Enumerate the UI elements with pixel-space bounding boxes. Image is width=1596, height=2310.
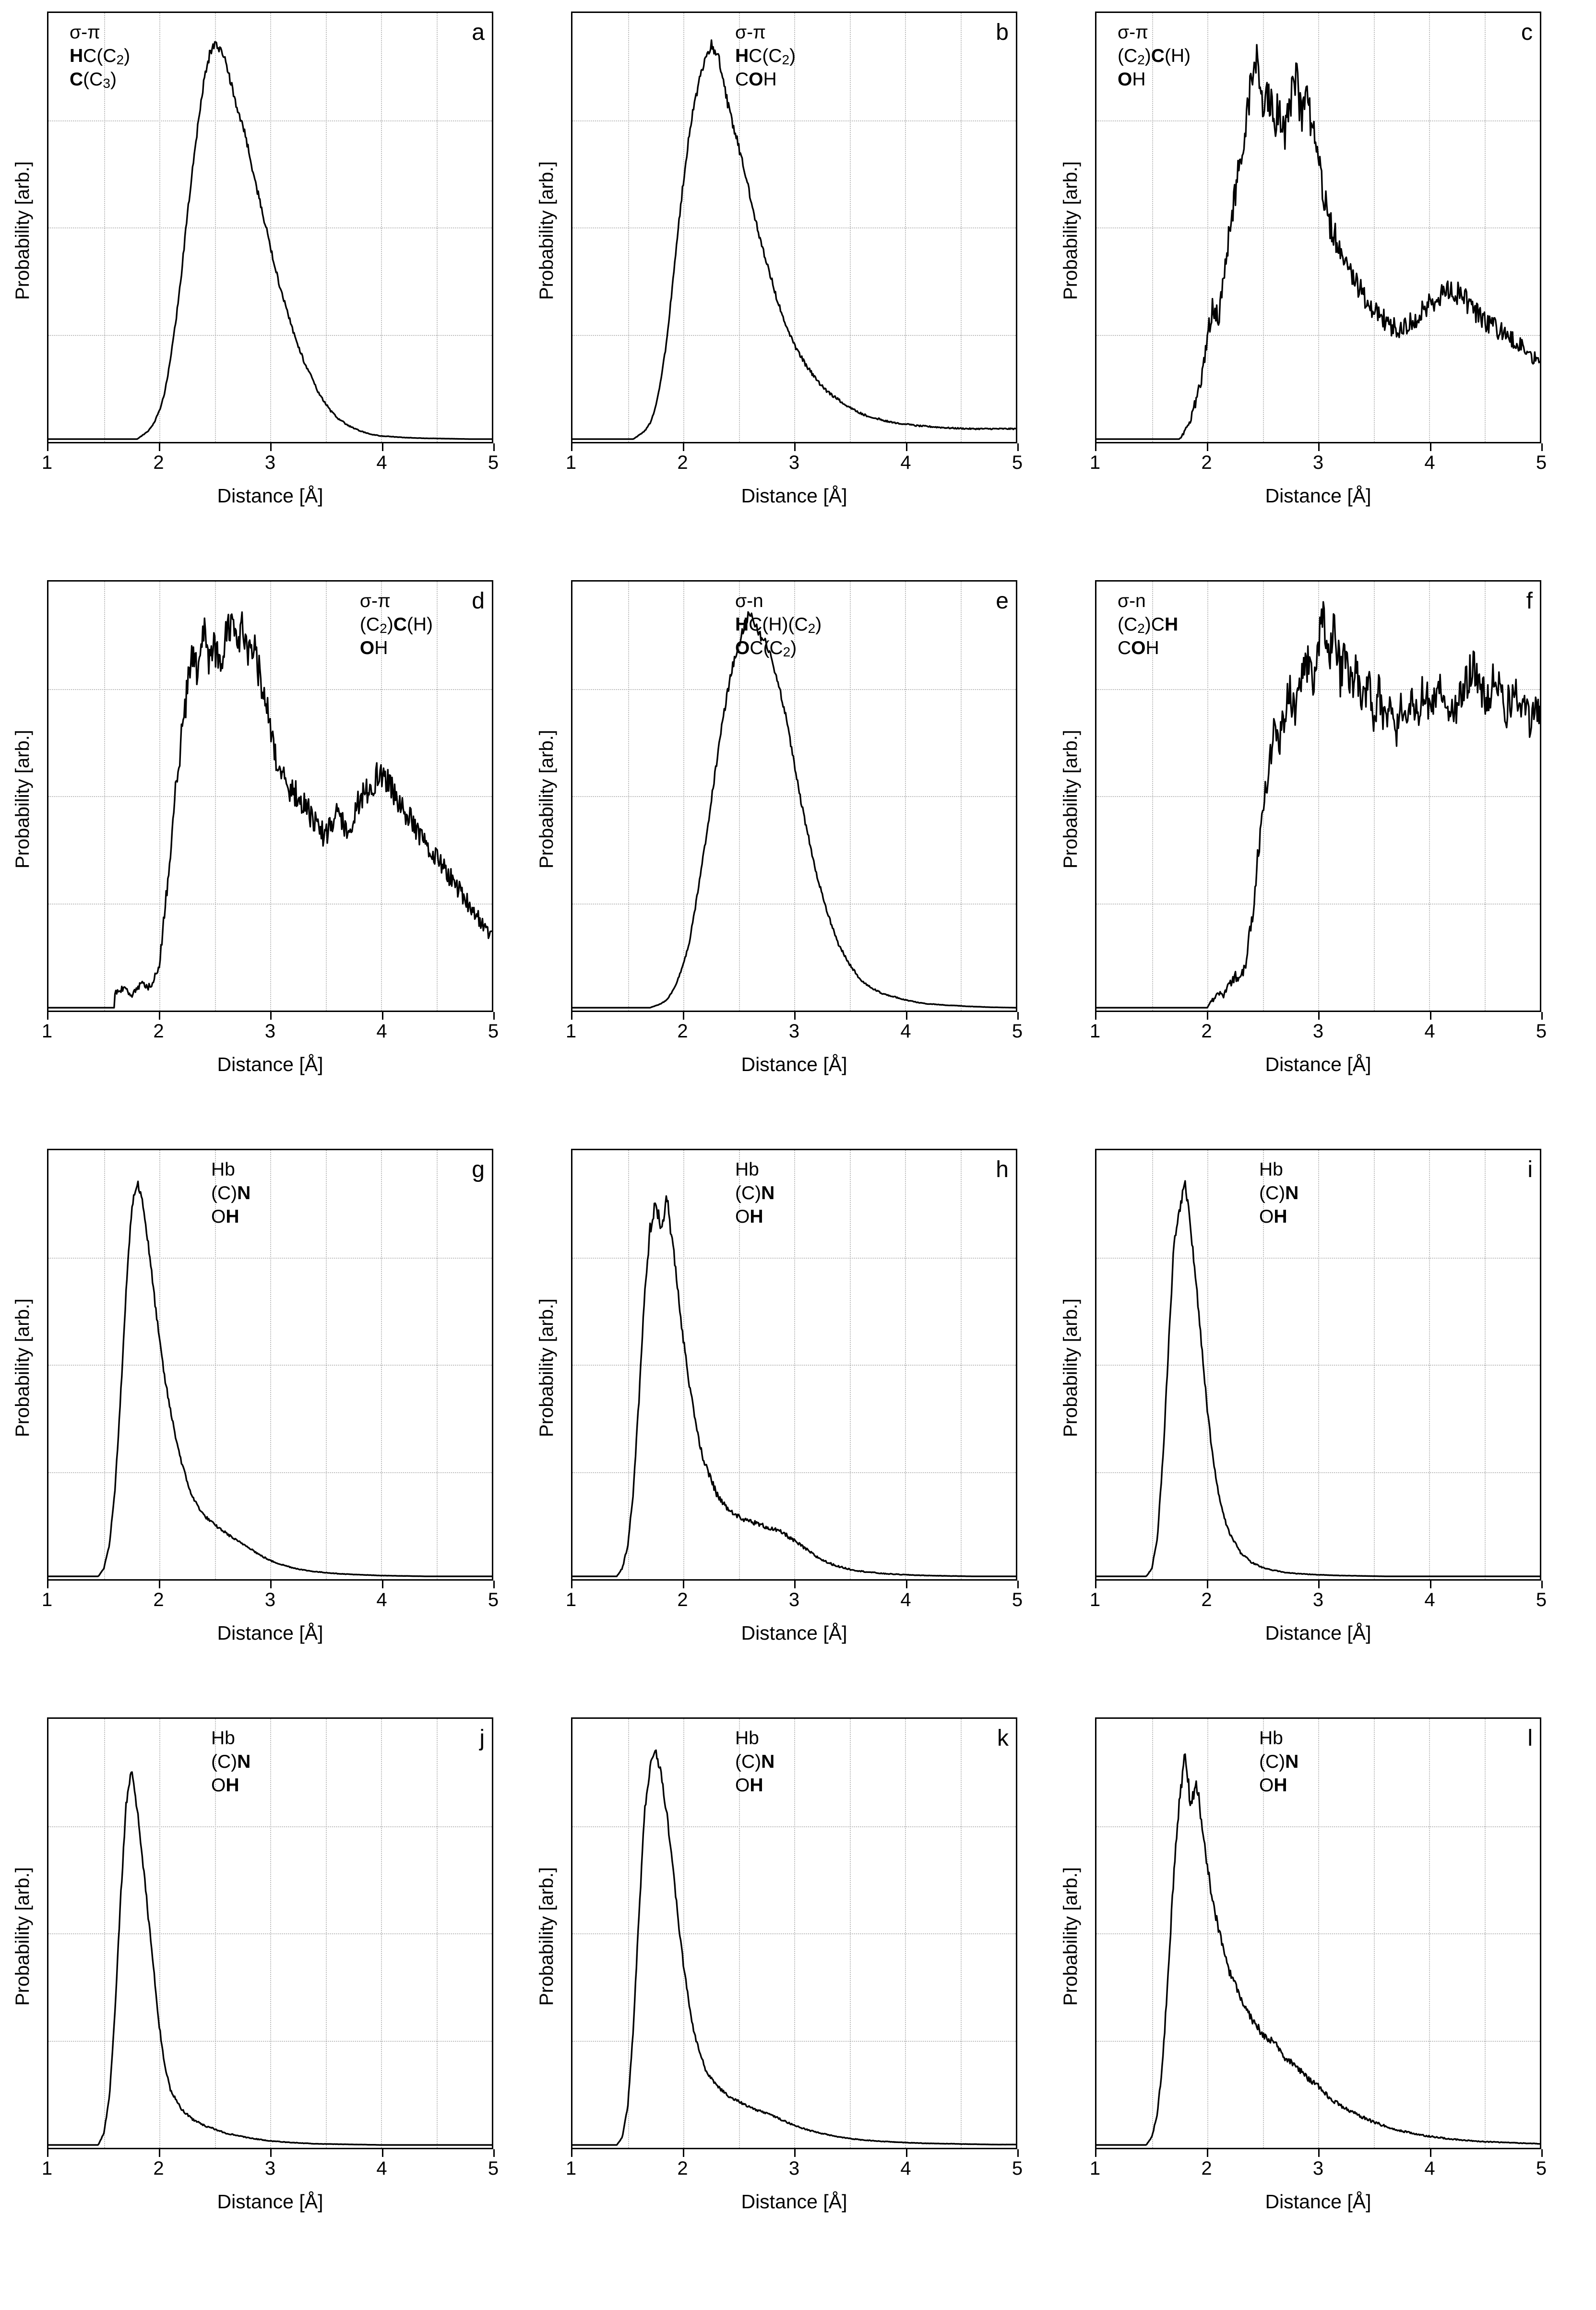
panel-g [5,1142,529,1711]
annotation-line-1: Hb [211,1159,235,1180]
plot-frame [571,1717,1017,2149]
panel-annotation [1259,1727,1298,1797]
x-axis-tick-label: 5 [1536,1021,1547,1042]
annotation-line-1: σ-π [735,22,766,43]
x-axis-tick-label: 2 [153,1021,164,1042]
panel-e [529,573,1053,1142]
panel-letter: c [1521,20,1533,45]
panel-d [5,573,529,1142]
annotation-line-3: C(C3) [70,69,117,91]
x-axis-tick-label: 2 [153,1589,164,1610]
distribution-curve [48,1150,492,1579]
x-axis-tick-label: 1 [41,1021,53,1042]
distribution-curve [572,1150,1016,1579]
panel-letter: j [479,1726,485,1751]
annotation-line-3: OH [1118,69,1146,90]
annotation-line-2: (C)N [735,1751,775,1772]
x-axis-tick-label: 3 [264,1589,276,1610]
x-axis-label: Distance [Å] [217,485,323,507]
annotation-line-3: OH [1259,1774,1287,1796]
annotation-line-3: OH [735,1206,763,1227]
plot-frame [571,1149,1017,1581]
x-axis-tick-label: 4 [376,1589,387,1610]
y-axis-label [9,1142,37,1593]
x-axis-tick-labels [1089,1587,1547,1612]
x-axis-label: Distance [Å] [217,1053,323,1075]
annotation-line-2: (C)N [1259,1751,1299,1772]
panel-annotation [70,21,130,92]
plot-area [1095,1717,1541,2149]
x-axis-tick-labels [1089,450,1547,475]
annotation-line-3: OH [735,1774,763,1796]
distribution-curve [1096,1150,1540,1579]
panel-i [1053,1142,1577,1711]
x-axis-label: Distance [Å] [1265,485,1371,507]
x-axis-tick-label: 5 [488,2158,499,2179]
panel-row-4 [5,1711,1577,2279]
panel-annotation [735,21,796,92]
x-axis-tick-labels [1089,1019,1547,1044]
y-axis-label-text: Probability [arb.] [12,161,34,300]
annotation-line-1: Hb [735,1159,759,1180]
annotation-line-2: HC(C2) [735,45,796,67]
x-axis-tick-labels [565,450,1023,475]
plot-frame [1095,1149,1541,1581]
y-axis-label-text: Probability [arb.] [536,729,558,869]
x-axis-tick-label: 5 [1536,1589,1547,1610]
annotation-line-3: OC(C2) [735,637,797,659]
panel-annotation [735,1158,774,1228]
x-axis-tick-label: 1 [1089,452,1101,473]
x-axis-tick-label: 3 [264,1021,276,1042]
panel-j [5,1711,529,2279]
annotation-line-1: σ-π [1118,22,1148,43]
panel-annotation [1118,21,1191,92]
panel-h [529,1142,1053,1711]
panel-letter: f [1526,588,1533,614]
annotation-line-1: σ-π [70,22,100,43]
distribution-curve [572,1719,1016,2148]
panel-letter: e [996,588,1009,614]
x-axis-tick-label: 3 [264,452,276,473]
y-axis-label [533,1711,561,2162]
x-axis-tick-label: 2 [153,452,164,473]
plot-frame [47,1717,493,2149]
panel-letter: k [997,1726,1009,1751]
panel-letter: d [472,588,485,614]
plot-area [571,1717,1017,2149]
x-axis-tick-label: 2 [1201,1021,1212,1042]
x-axis-tick-label: 5 [1536,2158,1547,2179]
x-axis-tick-labels [41,450,499,475]
x-axis-tick-label: 1 [41,2158,53,2179]
x-axis-label: Distance [Å] [741,485,847,507]
plot-area [47,1717,493,2149]
x-axis-label: Distance [Å] [741,2191,847,2213]
y-axis-label-text: Probability [arb.] [1060,1867,1082,2006]
x-axis-tick-label: 3 [1312,2158,1324,2179]
annotation-line-3: OH [211,1206,239,1227]
annotation-line-1: σ-π [359,591,391,611]
y-axis-label [1057,1142,1085,1593]
x-axis-tick-label: 2 [677,2158,688,2179]
x-axis-tick-label: 4 [1424,2158,1435,2179]
panel-annotation [360,590,433,660]
panel-letter: i [1527,1157,1533,1182]
x-axis-tick-label: 3 [1312,1021,1324,1042]
annotation-line-1: Hb [1259,1728,1283,1749]
y-axis-label-text: Probability [arb.] [1060,1298,1082,1437]
x-axis-tick-label: 4 [900,2158,911,2179]
x-axis-tick-label: 2 [1201,2158,1212,2179]
y-axis-label-text: Probability [arb.] [536,1298,558,1437]
x-axis-tick-label: 1 [1089,2158,1101,2179]
x-axis-tick-labels [41,1019,499,1044]
y-axis-label [533,573,561,1024]
x-axis-tick-label: 2 [677,1589,688,1610]
distribution-curve [48,1719,492,2148]
panel-annotation [211,1158,250,1228]
x-axis-tick-label: 2 [1201,1589,1212,1610]
y-axis-label [533,5,561,456]
y-axis-label [9,573,37,1024]
x-axis-tick-label: 5 [1012,1589,1023,1610]
x-axis-tick-label: 4 [376,1021,387,1042]
distribution-curve [1096,1719,1540,2148]
x-axis-tick-label: 4 [1424,1589,1435,1610]
x-axis-tick-labels [41,2156,499,2181]
plot-frame [1095,1717,1541,2149]
y-axis-label-text: Probability [arb.] [536,1867,558,2006]
x-axis-tick-label: 4 [1424,1021,1435,1042]
annotation-line-1: Hb [735,1728,759,1749]
annotation-line-2: (C2)C(H) [359,614,433,636]
y-axis-label-text: Probability [arb.] [1060,161,1082,300]
y-axis-label [1057,573,1085,1024]
x-axis-tick-label: 2 [677,1021,688,1042]
x-axis-tick-label: 4 [900,1589,911,1610]
x-axis-tick-label: 4 [376,2158,387,2179]
panel-annotation [735,1727,774,1797]
annotation-line-3: OH [1259,1206,1287,1227]
x-axis-tick-label: 4 [900,452,911,473]
x-axis-tick-label: 5 [1012,452,1023,473]
x-axis-tick-label: 5 [1012,1021,1023,1042]
y-axis-label [1057,1711,1085,2162]
annotation-line-2: HC(C2) [70,45,131,67]
panel-k [529,1711,1053,2279]
x-axis-tick-label: 3 [1312,1589,1324,1610]
x-axis-tick-labels [565,2156,1023,2181]
x-axis-tick-label: 5 [488,1589,499,1610]
annotation-line-2: HC(H)(C2) [735,614,822,636]
y-axis-label-text: Probability [arb.] [12,729,34,869]
x-axis-tick-label: 4 [900,1021,911,1042]
annotation-line-1: σ-n [1118,591,1146,611]
x-axis-tick-label: 5 [488,452,499,473]
panel-annotation [211,1727,250,1797]
x-axis-tick-label: 3 [1312,452,1324,473]
panel-c [1053,5,1577,573]
plot-area [1095,1149,1541,1581]
x-axis-tick-label: 4 [1424,452,1435,473]
y-axis-label-text: Probability [arb.] [536,161,558,300]
panel-row-3 [5,1142,1577,1711]
y-axis-label [9,1711,37,2162]
annotation-line-1: Hb [211,1728,235,1749]
x-axis-tick-label: 1 [565,1589,577,1610]
plot-area [47,1149,493,1581]
y-axis-label [1057,5,1085,456]
x-axis-label: Distance [Å] [741,1622,847,1644]
annotation-line-1: Hb [1259,1159,1283,1180]
x-axis-label: Distance [Å] [741,1053,847,1075]
panel-letter: l [1527,1726,1533,1751]
x-axis-label: Distance [Å] [1265,1622,1371,1644]
annotation-line-3: COH [735,69,777,90]
panel-annotation [735,590,822,660]
annotation-line-3: OH [211,1774,239,1796]
y-axis-label-text: Probability [arb.] [12,1298,34,1437]
x-axis-tick-label: 3 [788,1021,800,1042]
y-axis-label [9,5,37,456]
panel-f [1053,573,1577,1142]
x-axis-tick-label: 1 [565,2158,577,2179]
x-axis-tick-label: 4 [376,452,387,473]
panel-annotation [1118,590,1178,660]
panel-letter: a [472,20,485,45]
x-axis-tick-label: 2 [1201,452,1212,473]
plot-area [571,1149,1017,1581]
panel-letter: b [996,20,1009,45]
annotation-line-2: (C2)CH [1118,614,1179,636]
x-axis-label: Distance [Å] [1265,2191,1371,2213]
panel-l [1053,1711,1577,2279]
annotation-line-2: (C2)C(H) [1118,45,1191,67]
x-axis-label: Distance [Å] [1265,1053,1371,1075]
annotation-line-1: σ-n [735,591,763,611]
x-axis-tick-label: 3 [788,452,800,473]
panel-annotation [1259,1158,1298,1228]
x-axis-tick-label: 1 [1089,1589,1101,1610]
x-axis-tick-labels [565,1587,1023,1612]
x-axis-tick-labels [565,1019,1023,1044]
panel-a [5,5,529,573]
annotation-line-2: (C)N [1259,1182,1299,1203]
plot-frame [47,1149,493,1581]
x-axis-label: Distance [Å] [217,2191,323,2213]
panel-b [529,5,1053,573]
annotation-line-2: (C)N [211,1751,251,1772]
x-axis-tick-label: 5 [488,1021,499,1042]
x-axis-tick-label: 1 [565,452,577,473]
panel-row-2 [5,573,1577,1142]
x-axis-tick-label: 1 [565,1021,577,1042]
annotation-line-3: OH [359,637,388,658]
x-axis-tick-label: 1 [41,1589,53,1610]
x-axis-tick-label: 3 [788,1589,800,1610]
panel-letter: g [472,1157,485,1182]
x-axis-tick-label: 3 [264,2158,276,2179]
x-axis-tick-label: 1 [1089,1021,1101,1042]
x-axis-tick-label: 5 [1536,452,1547,473]
y-axis-label [533,1142,561,1593]
x-axis-tick-label: 2 [677,452,688,473]
y-axis-label-text: Probability [arb.] [12,1867,34,2006]
x-axis-tick-label: 1 [41,452,53,473]
y-axis-label-text: Probability [arb.] [1060,729,1082,869]
x-axis-tick-labels [41,1587,499,1612]
panel-letter: h [996,1157,1009,1182]
x-axis-tick-label: 3 [788,2158,800,2179]
annotation-line-2: (C)N [735,1182,775,1203]
annotation-line-3: COH [1118,637,1159,658]
annotation-line-2: (C)N [211,1182,251,1203]
x-axis-tick-label: 5 [1012,2158,1023,2179]
x-axis-label: Distance [Å] [217,1622,323,1644]
x-axis-tick-label: 2 [153,2158,164,2179]
x-axis-tick-labels [1089,2156,1547,2181]
panel-row-1 [5,5,1577,573]
